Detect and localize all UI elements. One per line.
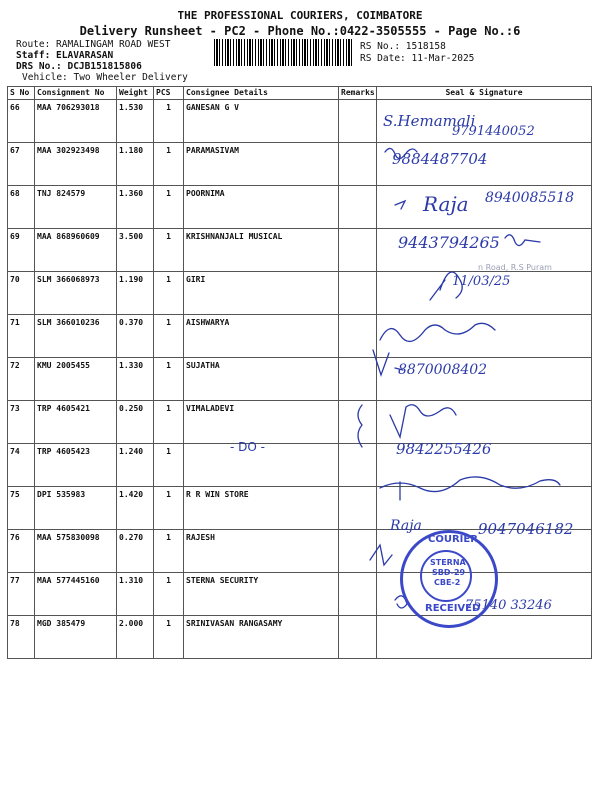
cell-sno: 66 [8, 100, 35, 143]
cell-weight: 1.310 [117, 573, 154, 616]
scribble-77 [370, 545, 392, 565]
signature-72-phone: 8870008402 [398, 362, 488, 378]
cell-pcs: 1 [154, 315, 184, 358]
scribble-73 [358, 405, 456, 447]
cell-consignee: SRINIVASAN RANGASAMY [184, 616, 339, 659]
cell-sno: 73 [8, 401, 35, 444]
col-consignee: Consignee Details [184, 87, 339, 100]
ditto-mark-74: - DO - [230, 440, 265, 454]
cell-weight: 1.420 [117, 487, 154, 530]
cell-pcs: 1 [154, 530, 184, 573]
cell-sno: 70 [8, 272, 35, 315]
signature-68-name: Raja [423, 192, 469, 216]
cell-consignee: STERNA SECURITY [184, 573, 339, 616]
cell-pcs: 1 [154, 487, 184, 530]
cell-consignee: POORNIMA [184, 186, 339, 229]
cell-weight: 1.240 [117, 444, 154, 487]
cell-consignment: SLM 366010236 [35, 315, 117, 358]
scribble-75 [380, 477, 560, 500]
col-sno: S No [8, 87, 35, 100]
cell-sno: 72 [8, 358, 35, 401]
cell-weight: 1.360 [117, 186, 154, 229]
runsheet-title: Delivery Runsheet - PC2 - Phone No.:0422-3505555 - Page No.:6 [79, 24, 521, 38]
scribble-71 [380, 323, 495, 341]
drs-label: DRS No.: DCJB151815806 [16, 61, 142, 72]
cell-pcs: 1 [154, 573, 184, 616]
signature-66-phone: 9791440052 [452, 124, 535, 139]
col-remarks: Remarks [339, 87, 377, 100]
stamp-line-3: CBE-2 [434, 578, 461, 587]
rs-date-label: RS Date: 11-Mar-2025 [360, 53, 475, 64]
scribble-68 [395, 201, 405, 209]
stamp-received-text: RECEIVED [425, 603, 481, 614]
signature-68-phone: 8940085518 [485, 190, 575, 206]
signature-70-date: 11/03/25 [452, 274, 511, 289]
cell-sno: 74 [8, 444, 35, 487]
signature-66-name: S.Hemamali [383, 112, 476, 130]
cell-sno: 68 [8, 186, 35, 229]
cell-sno: 77 [8, 573, 35, 616]
cell-sno: 78 [8, 616, 35, 659]
cell-consignee: KRISHNANJALI MUSICAL [184, 229, 339, 272]
cell-consignment: TRP 4605423 [35, 444, 117, 487]
cell-sno: 69 [8, 229, 35, 272]
cell-sno: 67 [8, 143, 35, 186]
cell-consignment: SLM 366068973 [35, 272, 117, 315]
cell-consignment: DPI 535983 [35, 487, 117, 530]
vehicle-label: Vehicle: Two Wheeler Delivery [22, 72, 188, 83]
cell-sno: 76 [8, 530, 35, 573]
cell-consignment: MAA 706293018 [35, 100, 117, 143]
scribble-70 [430, 272, 462, 300]
cell-weight: 0.370 [117, 315, 154, 358]
cell-consignment: TRP 4605421 [35, 401, 117, 444]
scribble-67 [385, 148, 417, 158]
cell-weight: 1.180 [117, 143, 154, 186]
cell-weight: 0.270 [117, 530, 154, 573]
col-signature: Seal & Signature [377, 87, 592, 100]
cell-consignee: SUJATHA [184, 358, 339, 401]
cell-consignment: MAA 302923498 [35, 143, 117, 186]
cell-consignee: R R WIN STORE [184, 487, 339, 530]
signature-69-phone: 9443794265 [398, 233, 500, 252]
cell-pcs: 1 [154, 272, 184, 315]
signature-73-phone: 9842255426 [396, 440, 492, 458]
cell-consignment: MGD 385479 [35, 616, 117, 659]
stamp-courier-text: COURIER [428, 534, 478, 545]
cell-pcs: 1 [154, 444, 184, 487]
cell-pcs: 1 [154, 358, 184, 401]
cell-weight: 2.000 [117, 616, 154, 659]
cell-weight: 1.330 [117, 358, 154, 401]
cell-weight: 3.500 [117, 229, 154, 272]
cell-pcs: 1 [154, 100, 184, 143]
stamp-70-partial: n Road, R.S Puram [478, 263, 552, 272]
scribble-72 [373, 350, 403, 375]
signature-76-name: Raja [390, 518, 422, 534]
col-consignment: Consignment No [35, 87, 117, 100]
company-title: THE PROFESSIONAL COURIERS, COIMBATORE [177, 9, 423, 22]
col-pcs: PCS [154, 87, 184, 100]
scribble-69 [505, 235, 540, 246]
staff-label: Staff: ELAVARASAN [16, 50, 114, 61]
cell-pcs: 1 [154, 401, 184, 444]
cell-consignee: GANESAN G V [184, 100, 339, 143]
cell-consignment: KMU 2005455 [35, 358, 117, 401]
cell-weight: 1.190 [117, 272, 154, 315]
cell-sno: 71 [8, 315, 35, 358]
stamp-line-1: STERNA [430, 558, 466, 567]
stamp-line-2: SBD-29 [432, 568, 466, 577]
col-weight: Weight [117, 87, 154, 100]
signature-76-phone: 9047046182 [478, 520, 574, 538]
cell-sno: 75 [8, 487, 35, 530]
cell-consignee: PARAMASIVAM [184, 143, 339, 186]
cell-pcs: 1 [154, 616, 184, 659]
cell-consignment: MAA 868960609 [35, 229, 117, 272]
signature-78-phone: 75140 33246 [465, 598, 552, 613]
cell-pcs: 1 [154, 229, 184, 272]
cell-consignment: MAA 577445160 [35, 573, 117, 616]
cell-consignment: TNJ 824579 [35, 186, 117, 229]
cell-consignee: VIMALADEVI [184, 401, 339, 444]
cell-pcs: 1 [154, 143, 184, 186]
signature-67-phone: 9884487704 [392, 150, 488, 168]
cell-weight: 0.250 [117, 401, 154, 444]
cell-weight: 1.530 [117, 100, 154, 143]
route-label: Route: RAMALINGAM ROAD WEST [16, 39, 171, 50]
rs-no-label: RS No.: 1518158 [360, 41, 446, 52]
cell-consignee: GIRI [184, 272, 339, 315]
cell-pcs: 1 [154, 186, 184, 229]
cell-consignment: MAA 575830098 [35, 530, 117, 573]
cell-consignee: RAJESH [184, 530, 339, 573]
cell-consignee: AISHWARYA [184, 315, 339, 358]
